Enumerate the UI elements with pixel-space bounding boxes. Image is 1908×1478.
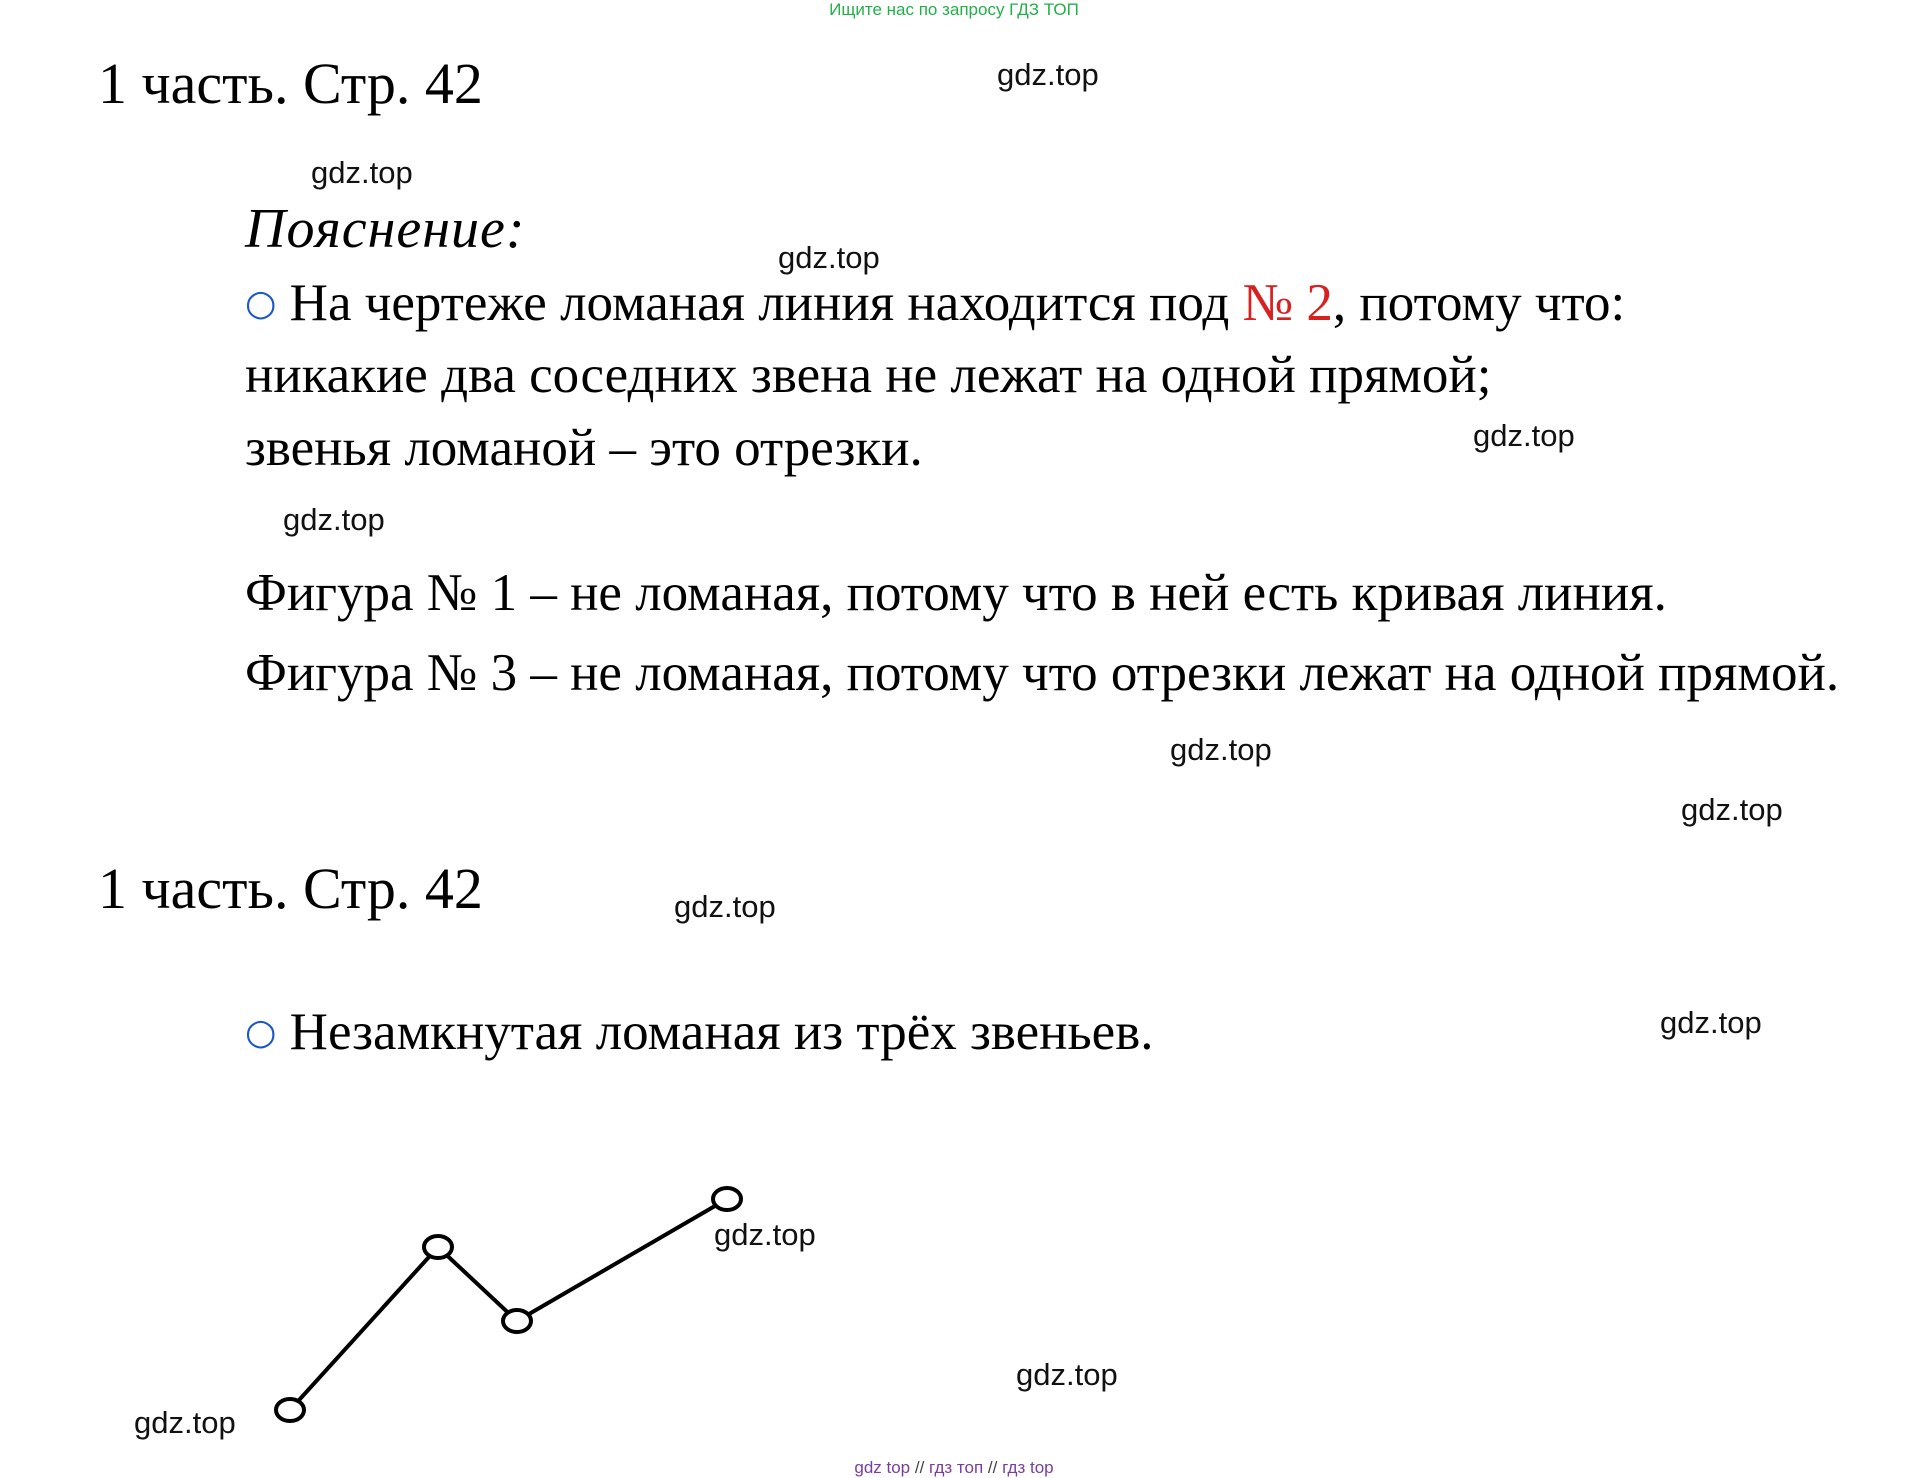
polyline-vertex bbox=[713, 1188, 741, 1210]
answer-line-1-end: , потому что: bbox=[1332, 274, 1626, 332]
answer-line-3: звенья ломаной – это отрезки. bbox=[245, 419, 923, 477]
watermark: gdz.top bbox=[674, 889, 776, 924]
search-banner: Ищите нас по запросу ГДЗ ТОП bbox=[829, 0, 1079, 19]
section-2-heading: 1 часть. Стр. 42 bbox=[98, 856, 483, 921]
watermark: gdz.top bbox=[997, 57, 1099, 92]
polyline-links bbox=[290, 1199, 727, 1410]
watermark: gdz.top bbox=[311, 155, 413, 190]
watermark: gdz.top bbox=[778, 240, 880, 275]
figure-3-explanation: Фигура № 3 – не ломаная, потому что отрезки лежат на одной прямой. bbox=[245, 644, 1840, 702]
figure-number-highlight: № 2 bbox=[1242, 274, 1333, 332]
polyline-vertex bbox=[503, 1310, 531, 1332]
answer-line-1-start: На чертеже ломаная линия находится под bbox=[289, 274, 1243, 332]
answer-line-2: никакие два соседних звена не лежат на одной прямой; bbox=[245, 346, 1492, 404]
footer-link[interactable]: гдз топ bbox=[929, 1458, 984, 1477]
bullet-circle-icon: ○ bbox=[245, 283, 277, 324]
polyline-vertex bbox=[276, 1399, 304, 1421]
footer-separator: // bbox=[987, 1458, 998, 1477]
watermark: gdz.top bbox=[134, 1405, 236, 1440]
watermark: gdz.top bbox=[1473, 418, 1575, 453]
watermark: gdz.top bbox=[1660, 1005, 1762, 1040]
watermark: gdz.top bbox=[1016, 1357, 1118, 1392]
footer-link[interactable]: gdz top bbox=[854, 1458, 911, 1477]
watermark: gdz.top bbox=[714, 1217, 816, 1252]
footer-separator: // bbox=[914, 1458, 925, 1477]
watermark: gdz.top bbox=[1681, 792, 1783, 827]
figure-1-explanation: Фигура № 1 – не ломаная, потому что в ней есть кривая линия. bbox=[245, 564, 1667, 622]
bullet-circle-icon: ○ bbox=[245, 1012, 277, 1053]
footer-link[interactable]: гдз top bbox=[1002, 1458, 1054, 1477]
watermark: gdz.top bbox=[283, 502, 385, 537]
watermark: gdz.top bbox=[1170, 732, 1272, 767]
footer-links bbox=[0, 1458, 1908, 1478]
explanation-label: Пояснение: bbox=[245, 198, 526, 260]
polyline-vertex bbox=[424, 1236, 452, 1258]
section-1-heading: 1 часть. Стр. 42 bbox=[98, 51, 483, 116]
task-text: Незамкнутая ломаная из трёх звеньев. bbox=[289, 1003, 1154, 1061]
